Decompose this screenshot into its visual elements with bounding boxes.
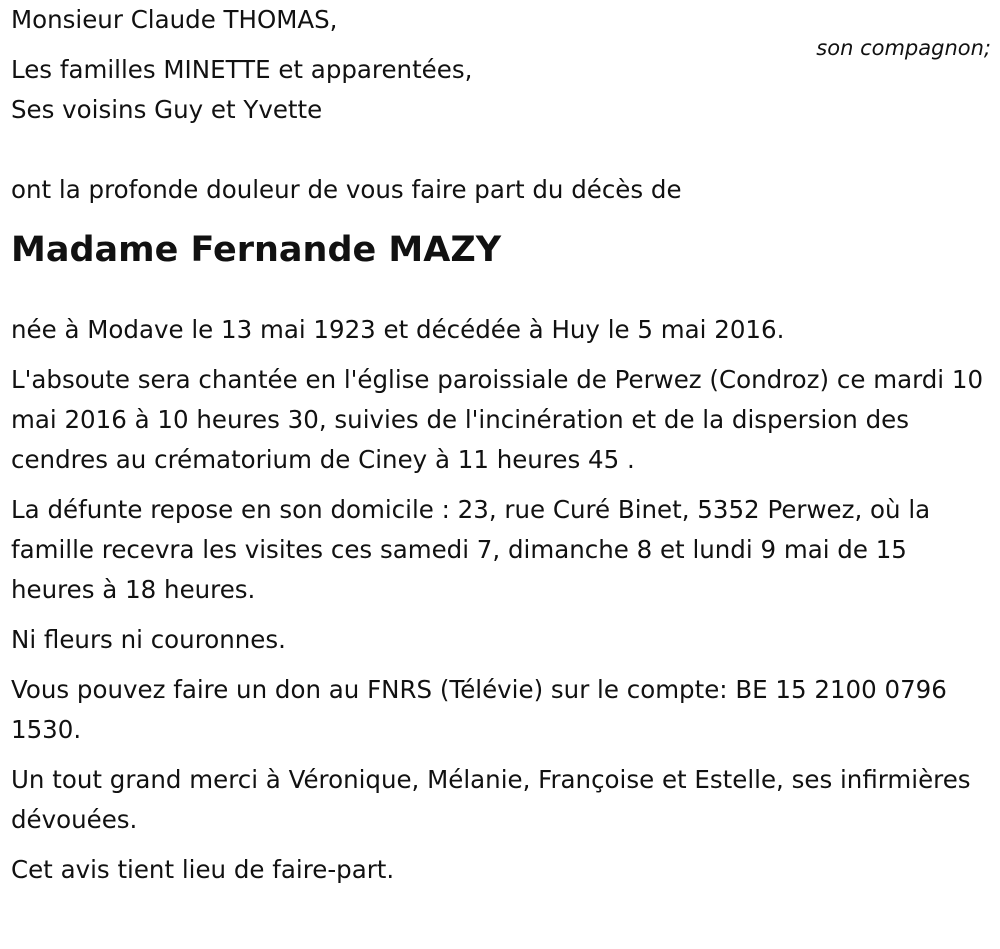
no-flowers-line: Ni fleurs ni couronnes. <box>11 625 286 654</box>
mourner-role: son compagnon; <box>816 36 991 60</box>
closing-line: Cet avis tient lieu de faire-part. <box>11 855 395 884</box>
families-line: Les familles MINETTE et apparentées, <box>11 55 473 84</box>
death-notice <box>11 0 991 890</box>
funeral-details: L'absoute sera chantée en l'église paroissiale de Perwez (Condroz) ce mardi 10 mai 2016 à 10 heures 30, suivies de l'incinération et de la dispersion des cendres au crématorium de Ciney à 11 heures 45 . <box>11 365 984 474</box>
thanks-line: Un tout grand merci à Véronique, Mélanie, Françoise et Estelle, ses infirmières dévouées. <box>11 765 971 834</box>
visitation-details: La défunte repose en son domicile : 23, rue Curé Binet, 5352 Perwez, où la famille recevra les visites ces samedi 7, dimanche 8 et lundi 9 mai de 15 heures à 18 heures. <box>11 495 931 604</box>
announcement-text: ont la profonde douleur de vous faire part du décès de <box>11 175 682 204</box>
neighbours-line: Ses voisins Guy et Yvette <box>11 95 323 124</box>
mourner-row <box>11 0 991 60</box>
mourner-name: Monsieur Claude THOMAS, <box>11 5 338 34</box>
birth-death-line: née à Modave le 13 mai 1923 et décédée à Huy le 5 mai 2016. <box>11 315 785 344</box>
deceased-name: Madame Fernande MAZY <box>11 230 502 270</box>
donation-details: Vous pouvez faire un don au FNRS (Télévie) sur le compte: BE 15 2100 0796 1530. <box>11 675 947 744</box>
